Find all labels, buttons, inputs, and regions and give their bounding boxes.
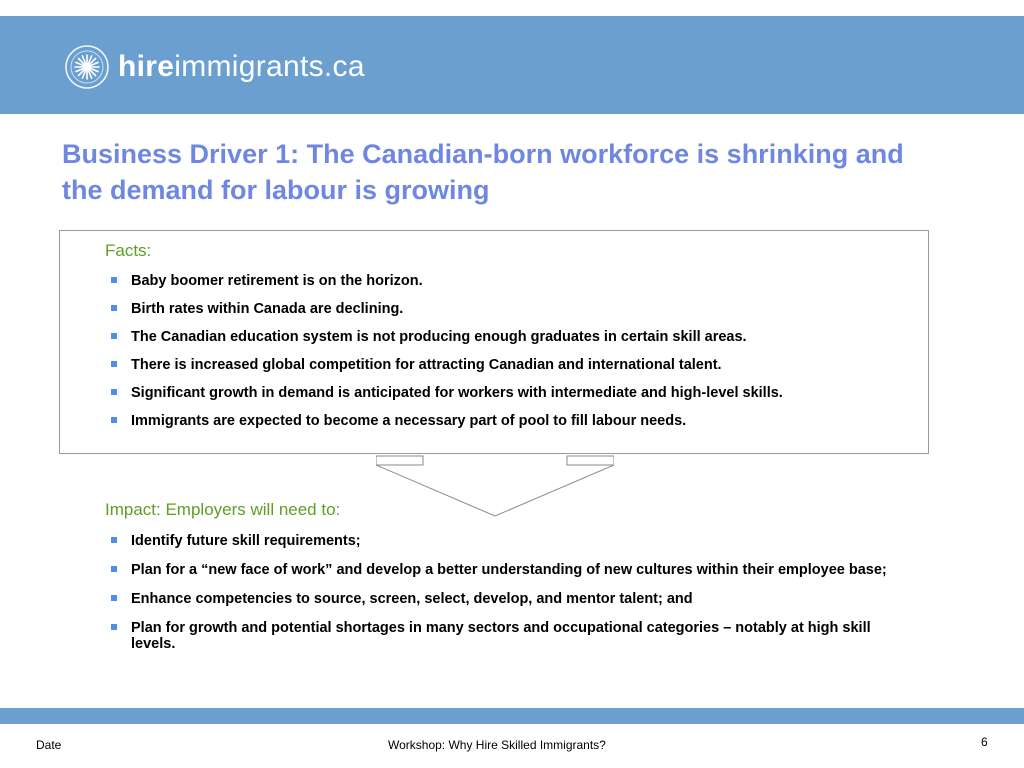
- footer-bar: [0, 708, 1024, 724]
- square-bullet-icon: [111, 333, 117, 339]
- list-item-text: Significant growth in demand is anticipated for workers with intermediate and high-level skills.: [131, 385, 783, 401]
- square-bullet-icon: [111, 595, 117, 601]
- facts-list: [105, 273, 875, 429]
- list-item: [105, 273, 875, 289]
- square-bullet-icon: [111, 361, 117, 367]
- list-item-text: Identify future skill requirements;: [131, 533, 361, 549]
- list-item-text: There is increased global competition for attracting Canadian and international talent.: [131, 357, 722, 373]
- list-item-text: Baby boomer retirement is on the horizon.: [131, 273, 423, 289]
- list-item: [105, 620, 915, 652]
- slide-title: Business Driver 1: The Canadian-born workforce is shrinking and the demand for labour is growing: [62, 139, 904, 205]
- list-item-text: The Canadian education system is not producing enough graduates in certain skill areas.: [131, 329, 747, 345]
- list-item: [105, 413, 875, 429]
- list-item-text: Immigrants are expected to become a necessary part of pool to fill labour needs.: [131, 413, 687, 429]
- footer-date: Date: [36, 738, 62, 752]
- logo: [64, 44, 365, 90]
- page-number: 6: [981, 735, 988, 749]
- facts-heading: Facts:: [105, 241, 152, 260]
- list-item-text: Plan for growth and potential shortages in many sectors and occupational categories – notably at high skill levels.: [131, 620, 871, 652]
- square-bullet-icon: [111, 537, 117, 543]
- list-item: [105, 301, 875, 317]
- header-bar: [0, 16, 1024, 114]
- list-item: [105, 385, 875, 401]
- list-item-text: Plan for a “new face of work” and develop a better understanding of new cultures within their employee base;: [131, 562, 887, 578]
- list-item-text: Enhance competencies to source, screen, select, develop, and mentor talent; and: [131, 591, 693, 607]
- list-item-text: Birth rates within Canada are declining.: [131, 301, 404, 317]
- square-bullet-icon: [111, 417, 117, 423]
- square-bullet-icon: [111, 305, 117, 311]
- list-item: [105, 591, 915, 607]
- square-bullet-icon: [111, 277, 117, 283]
- list-item: [105, 562, 915, 578]
- top-strip: [0, 0, 1024, 16]
- square-bullet-icon: [111, 624, 117, 630]
- logo-wordmark-regular: immigrants.ca: [174, 50, 365, 83]
- impact-list: [105, 533, 915, 652]
- impact-heading: Impact: Employers will need to:: [105, 500, 341, 519]
- list-item: [105, 329, 875, 345]
- starburst-circle-icon: [64, 44, 110, 90]
- down-arrow-outline-icon: [376, 454, 614, 518]
- logo-wordmark-bold: hire: [118, 50, 175, 83]
- square-bullet-icon: [111, 566, 117, 572]
- list-item: [105, 533, 915, 549]
- logo-wordmark: [118, 50, 365, 84]
- square-bullet-icon: [111, 389, 117, 395]
- list-item: [105, 357, 875, 373]
- footer-title: Workshop: Why Hire Skilled Immigrants?: [388, 738, 606, 752]
